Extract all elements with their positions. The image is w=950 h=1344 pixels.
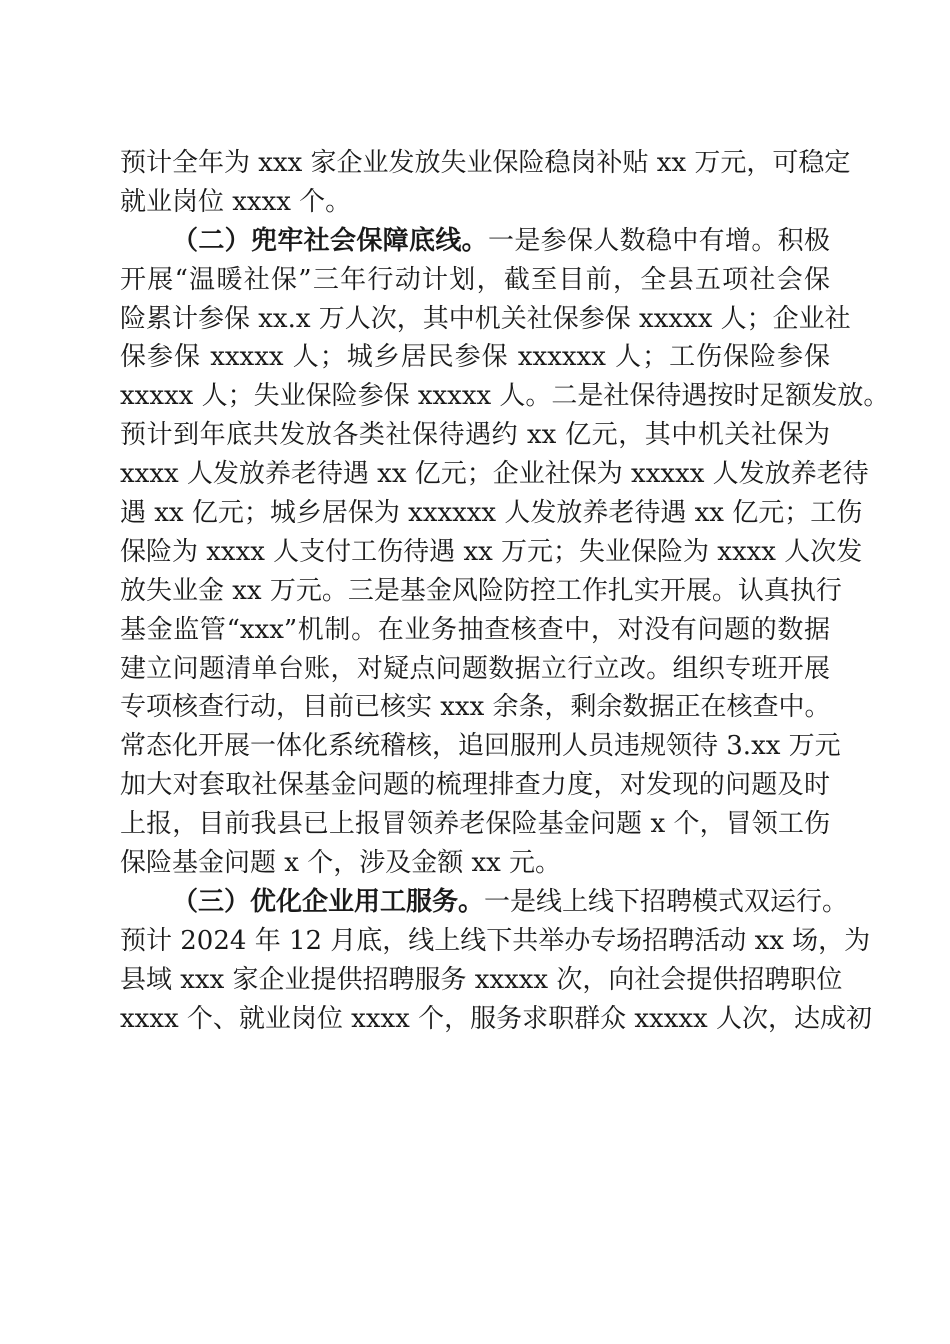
section-heading: （二）兜牢社会保障底线。 <box>172 225 488 256</box>
text-line: 预计全年为 xxx 家企业发放失业保险稳岗补贴 xx 万元，可稳定 <box>120 148 851 178</box>
section-heading-line <box>120 222 830 261</box>
text-line: 上报，目前我县已上报冒领养老保险基金问题 x 个，冒领工伤 <box>120 809 830 840</box>
text-line: 险累计参保 xx.x 万人次，其中机关社保参保 xxxxx 人；企业社 <box>120 303 851 334</box>
text-line: 建立问题清单台账，对疑点问题数据立行立改。组织专班开展 <box>120 653 830 684</box>
text-line: 开展“温暖社保”三年行动计划，截至目前，全县五项社会保 <box>120 264 830 295</box>
text-line: 遇 xx 亿元；城乡居保为 xxxxxx 人发放养老待遇 xx 亿元；工伤 <box>120 498 863 529</box>
text-line: 放失业金 xx 万元。三是基金风险防控工作扎实开展。认真执行 <box>120 575 842 606</box>
text-line: 加大对套取社保基金问题的梳理排查力度，对发现的问题及时 <box>120 770 830 801</box>
text-line: xxxx 个、就业岗位 xxxx 个，服务求职群众 xxxxx 人次，达成初 <box>120 1003 872 1034</box>
text-line: 保险基金问题 x 个，涉及金额 xx 元。 <box>120 848 562 879</box>
text-run: 一是参保人数稳中有增。积极 <box>488 225 830 256</box>
text-line: xxxx 人发放养老待遇 xx 亿元；企业社保为 xxxxx 人发放养老待 <box>120 459 869 490</box>
text-line: 就业岗位 xxxx 个。 <box>120 186 352 217</box>
section-heading-line <box>120 883 849 922</box>
text-line: xxxxx 人；失业保险参保 xxxxx 人。二是社保待遇按时足额发放。 <box>120 381 890 412</box>
text-line: 预计 2024 年 12 月底，线上线下共举办专场招聘活动 xx 场，为 <box>120 925 871 956</box>
body-text <box>120 144 890 1038</box>
text-line: 预计到年底共发放各类社保待遇约 xx 亿元，其中机关社保为 <box>120 420 830 451</box>
text-line: 基金监管“xxx”机制。在业务抽查核查中，对没有问题的数据 <box>120 614 830 645</box>
text-line: 保参保 xxxxx 人；城乡居民参保 xxxxxx 人；工伤保险参保 <box>120 342 830 373</box>
section-heading: （三）优化企业用工服务。 <box>172 886 485 917</box>
text-line: 专项核查行动，目前已核实 xxx 余条，剩余数据正在核查中。 <box>120 692 831 723</box>
text-line: 常态化开展一体化系统稽核，追回服刑人员违规领待 3.xx 万元 <box>120 731 841 762</box>
text-line: 县域 xxx 家企业提供招聘服务 xxxxx 次，向社会提供招聘职位 <box>120 964 843 995</box>
text-line: 保险为 xxxx 人支付工伤待遇 xx 万元；失业保险为 xxxx 人次发 <box>120 536 863 567</box>
text-run: 一是线上线下招聘模式双运行。 <box>484 886 849 917</box>
